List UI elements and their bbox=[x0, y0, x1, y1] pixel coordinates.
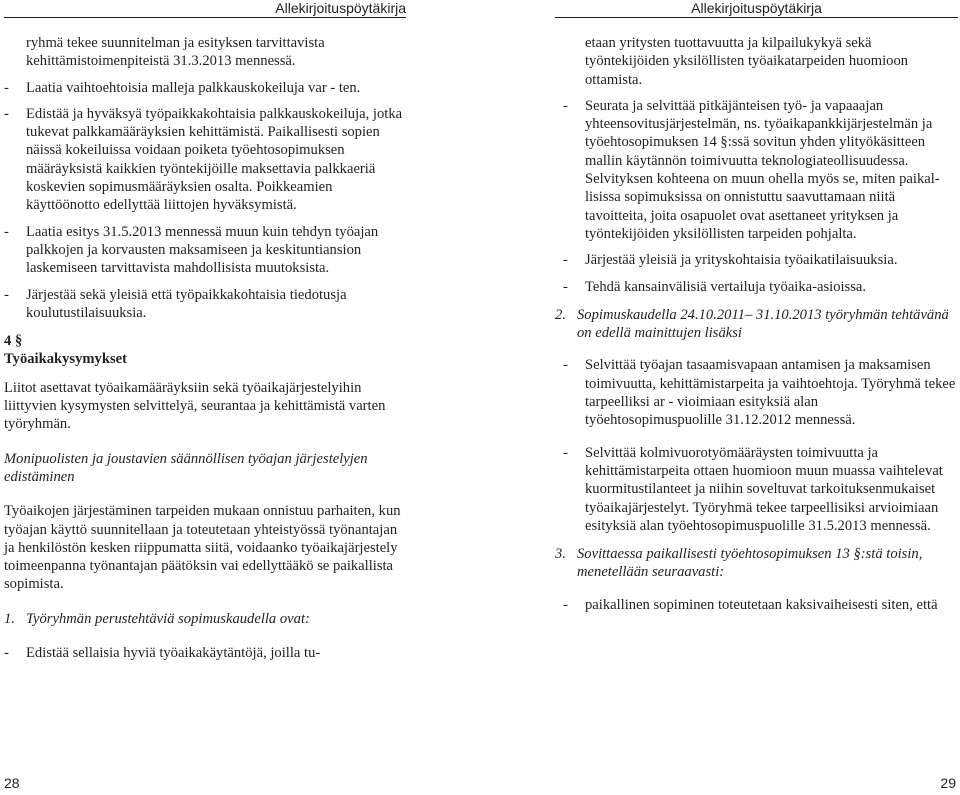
page-number-right: 29 bbox=[940, 775, 956, 791]
list-item-malleja bbox=[4, 79, 406, 97]
list-item-kansainvalisia bbox=[555, 278, 958, 296]
list-item-kolmivuoro bbox=[555, 444, 958, 535]
list-item-text: Selvittää työajan tasaamisvapaan antamisen ja maksamisen toimivuutta, kehittämistarpeita ja vaihtoehtoja. Työryhmä tekee tarpeelliksi ar - vioimiaan esityksiä alan työehtosopimuspuolille 31.12.2012 mennessä. bbox=[585, 357, 956, 429]
dash-bullet: - bbox=[563, 357, 568, 374]
right-page-header: Allekirjoituspöytäkirja bbox=[555, 0, 958, 18]
list-item-text: Järjestää yleisiä ja yrityskohtaisia työaikatilaisuuksia. bbox=[585, 252, 898, 269]
dash-bullet: - bbox=[4, 286, 9, 303]
list-item-text: Selvittää kolmivuorotyömääräysten toimivuutta ja kehittämistarpeita ottaen huomioon muun muassa vaihtelevat kuormitustilanteet ja niihin soveltuvat tarkoituksenmukaiset työaikajärjestelyt. Työryhmä tekee tarpeellisiksi arvioimiaan esityksiä alan työehtosopimuspuolille 31.5.2013 mennessä. bbox=[585, 444, 943, 534]
dash-bullet: - bbox=[4, 79, 9, 96]
right-page bbox=[480, 0, 960, 795]
task-number: 2. bbox=[555, 306, 566, 323]
list-item-yleisia bbox=[555, 251, 958, 269]
list-item-edistaa bbox=[4, 105, 406, 215]
paragraph-tyoaikojen: Työaikojen järjestäminen tarpeiden mukaan onnistuu parhaiten, kun työajan käyttö suunnitellaan ja toteutetaan yhteistyössä työnantajan ja henkilöstön kesken riippumatta siitä, voidaanko työaikajärjestely toimeenpanna työnantajan päätöksin vai edellyttääkö se paikallista sopimista. bbox=[4, 503, 401, 593]
task-text: Työryhmän perustehtäviä sopimuskaudella ovat: bbox=[26, 610, 310, 627]
task-text: Sovittaessa paikallisesti työehtosopimuksen 13 §:stä toisin, menetellään seuraavasti: bbox=[577, 546, 923, 581]
list-item-text: paikallinen sopiminen toteutetaan kaksivaiheisesti siten, että bbox=[585, 596, 938, 613]
list-item-text: Seurata ja selvittää pitkäjänteisen työ- ja vapaaajan yhteensovitusjärjestelmän, ns. työaikapankkijärjestelmän ja työehtosopimuksen 14 §:ssä sovitun yhden ylityökäsitteen mallin käytännön toimivuutta teknologiateollisuudessa. Selvityksen kohteena on muun ohella myös se, miten paikallisissa sopimuksissa on onnistuttu saavuttamaan niitä tavoitteita, joita osapuolet ovat asettaneet yrityksen ja työntekijöiden yksilöllisten tarpeiden pohjalta. bbox=[585, 97, 940, 242]
left-page-header: Allekirjoituspöytäkirja bbox=[4, 0, 406, 18]
list-item-text: Laatia vaihtoehtoisia malleja palkkauskokeiluja var - ten. bbox=[26, 79, 361, 96]
task-2 bbox=[555, 306, 958, 343]
list-item-text: Edistää ja hyväksyä työpaikkakohtaisia palkkauskokeiluja, jotka tukevat palkkamääräyksien kehittämistä. Paikallisesti sopien näissä kokeiluissa voidaan poiketa työehtosopimuksen määräyksistä kaikkien työntekijöille maksettavia palkkaeriä koskevien sopimusmääräyksien osalta. Poikkeamien käyttöönotto edellyttää liittojen hyväksymistä. bbox=[26, 105, 403, 214]
list-item-esitys bbox=[4, 223, 406, 278]
section-number: 4 § bbox=[4, 333, 23, 350]
page-number-left: 28 bbox=[4, 775, 20, 791]
dash-bullet: - bbox=[4, 645, 9, 662]
list-item-tiedotus bbox=[4, 286, 406, 323]
task-1 bbox=[4, 610, 406, 628]
dash-bullet: - bbox=[563, 596, 568, 613]
dash-bullet: - bbox=[4, 105, 9, 122]
dash-bullet: - bbox=[563, 444, 568, 461]
task-number: 1. bbox=[4, 610, 15, 627]
section-title: Työaikakysymykset bbox=[4, 351, 127, 368]
list-item-text: Tehdä kansainvälisiä vertailuja työaika-asioissa. bbox=[585, 278, 867, 295]
list-item-kaytanto bbox=[4, 644, 406, 662]
task-text: Sopimuskaudella 24.10.2011– 31.10.2013 työryhmän tehtävänä on edellä mainittujen lisäksi bbox=[577, 306, 949, 342]
list-item-text: Järjestää sekä yleisiä että työpaikkakohtaisia tiedotusja koulutustilaisuuksia. bbox=[26, 286, 347, 321]
list-item-text: Edistää sellaisia hyviä työaikakäytäntöjä, joilla tu- bbox=[26, 645, 321, 662]
continued-paragraph: ryhmä tekee suunnitelman ja esityksen tarvittavista kehittämistoimenpiteistä 31.3.2013 mennessä. bbox=[26, 35, 325, 70]
task-number: 3. bbox=[555, 546, 566, 563]
section-intro: Liitot asettavat työaikamääräyksiin sekä työaikajärjestelyihin liittyvien kysymysten selvittelyä, seurantaa ja kehittämistä varten työryhmän. bbox=[4, 379, 386, 433]
dash-bullet: - bbox=[4, 223, 9, 240]
dash-bullet: - bbox=[563, 252, 568, 269]
dash-bullet: - bbox=[563, 97, 568, 114]
continued-paragraph: etaan yritysten tuottavuutta ja kilpailukykyä sekä työntekijöiden yksilöllisten työaikatarpeiden huomioon ottamista. bbox=[585, 35, 909, 88]
dash-bullet: - bbox=[563, 278, 568, 295]
list-item-tasaamis bbox=[555, 356, 958, 429]
subheading: Monipuolisten ja joustavien säännöllisen työajan järjestelyjen edistäminen bbox=[4, 450, 368, 485]
list-item-paikallinen bbox=[555, 596, 958, 614]
list-item-text: Laatia esitys 31.5.2013 mennessä muun kuin tehdyn työajan palkkojen ja korvausten maksamiseen ja keskituntiansion laskemiseen tarvittavista mahdollisista muutoksista. bbox=[26, 223, 379, 277]
task-3 bbox=[555, 545, 958, 582]
left-column bbox=[4, 34, 406, 662]
right-column bbox=[555, 34, 958, 614]
list-item-seurata bbox=[555, 97, 958, 243]
